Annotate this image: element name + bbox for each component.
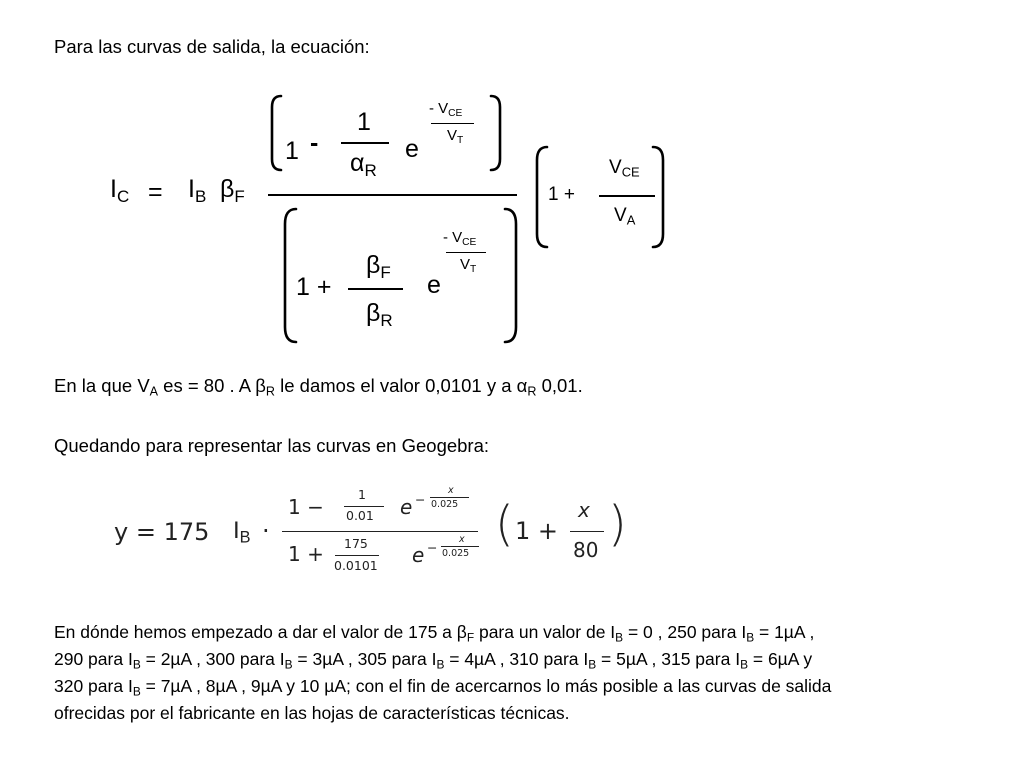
intro-text: Para las curvas de salida, la ecuación: [54, 36, 370, 57]
geo-main-bar [282, 531, 478, 532]
geo-exp-bottom-x: x [459, 534, 465, 545]
geo-alpha-bar [344, 506, 384, 507]
geo-exp-top-den: 0.025 [431, 499, 459, 510]
geogebra-intro-text: Quedando para representar las curvas en Geogebra: [54, 435, 490, 456]
beta-f-numerator: $\beta_F$ [366, 251, 391, 282]
geo-beta-bar [335, 555, 379, 556]
exp-e-numerator: e [405, 135, 419, 163]
early-one-plus: 1 + [548, 184, 575, 205]
geo-e-top: e [400, 495, 413, 519]
geo-alpha-num: 1 [358, 487, 366, 502]
alpha-fraction-bar [341, 142, 389, 144]
geo-paren-x: x [578, 498, 590, 522]
geo-exp-bottom-bar [441, 546, 479, 547]
paragraph-line-2: 290 para $I_B = 2\mu A$ , 300 para $I_B = 3\mu A$ , 305 para $I_B = 4\mu A$ , 310 para $I_B = 5\mu A$ , 315 para $I_B = 6\mu A$ y [54, 649, 813, 672]
exp-bottom-vce: - $V_{CE}$ [443, 229, 477, 248]
beta-f-symbol: $\beta_F$ [220, 175, 245, 206]
exp-e-denominator: e [427, 271, 441, 299]
exp-top-bar [431, 123, 474, 124]
geo-y-eq: y = 175 [114, 518, 210, 546]
geo-paren-one-plus: 1 + [515, 517, 559, 545]
beta-r-denominator: $\beta_R$ [366, 299, 393, 330]
values-text: En la que $V_A$ es = 80 . A $\beta_R$ le damos el valor 0,0101 y a $\alpha_R$ 0,01. [54, 375, 583, 399]
geo-paren-open: ( [495, 496, 514, 552]
geo-exp-bottom-den: 0.025 [442, 548, 470, 559]
numerator-bracket [268, 93, 504, 173]
early-va: $V_A$ [614, 205, 636, 228]
numerator-one: 1 [285, 137, 299, 165]
geo-paren-close: ) [608, 496, 627, 552]
geo-exp-top-minus: − [415, 492, 426, 507]
geo-beta-num: 175 [344, 536, 368, 551]
exp-top-vce: - $V_{CE}$ [429, 100, 463, 119]
alpha-r-symbol: $\alpha_R$ [350, 149, 377, 180]
geo-exp-bottom-minus: − [427, 540, 438, 555]
geo-num-one-minus: 1 − [288, 495, 324, 519]
numerator-minus: - [310, 129, 319, 157]
beta-fraction-bar [348, 288, 403, 290]
main-fraction-bar [268, 194, 517, 196]
paragraph-line-1: En dónde hemos empezado a dar el valor de 175 a $\beta_F$ para un valor de $I_B = 0$ , 250 para $I_B = 1\mu A$ , [54, 622, 815, 645]
ib-symbol: $I_B$ [188, 175, 207, 206]
explanation-paragraph [54, 619, 984, 727]
exp-bottom-bar [446, 252, 486, 253]
early-vce: $V_{CE}$ [609, 157, 640, 180]
exp-top-vt: $V_T$ [447, 127, 464, 146]
geo-beta-den: 0.0101 [334, 558, 378, 573]
denominator-one-plus: 1 + [296, 273, 332, 301]
geo-e-bottom: e [412, 543, 425, 567]
geo-paren-bar [570, 531, 604, 532]
paragraph-line-4: ofrecidas por el fabricante en las hojas de características técnicas. [54, 703, 570, 723]
equals-sign: = [148, 178, 163, 206]
alpha-fraction-numerator: 1 [357, 108, 371, 136]
geo-exp-top-x: x [448, 485, 454, 496]
geo-dot: · [262, 517, 270, 545]
geo-den-one-plus: 1 + [288, 542, 324, 566]
ic-symbol: $I_C$ [110, 175, 130, 206]
geo-exp-top-bar [430, 497, 469, 498]
early-fraction-bar [599, 195, 655, 197]
geo-paren-80: 80 [573, 538, 599, 562]
paragraph-line-3: 320 para $I_B = 7\mu A$ , 8µA , 9µA y 10 µA; con el fin de acercarnos lo más posible a las curvas de salida [54, 676, 832, 699]
exp-bottom-vt: $V_T$ [460, 256, 477, 275]
geo-alpha-den: 0.01 [346, 508, 374, 523]
geo-ib: $I_B$ [233, 517, 251, 547]
